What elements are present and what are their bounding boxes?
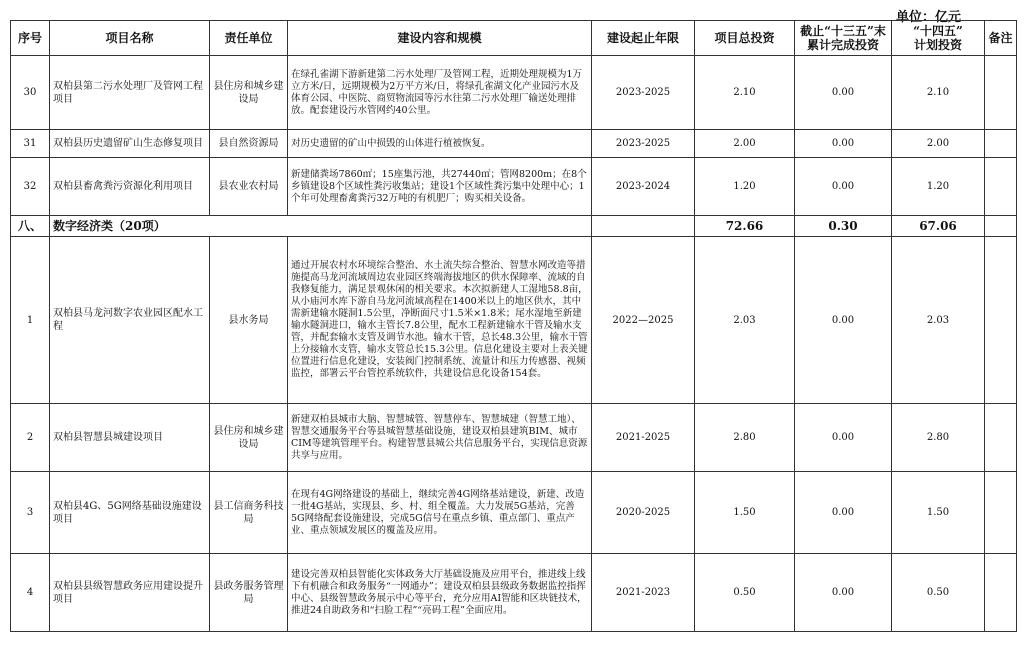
- cell-total: 2.80: [695, 404, 795, 472]
- section-name: 数字经济类（20项）: [50, 216, 592, 237]
- cell-total: 2.03: [695, 237, 795, 404]
- section-note: [985, 216, 1017, 237]
- cell-name: 双柏县4G、5G网络基础设施建设项目: [50, 472, 210, 554]
- cell-name: 双柏县第二污水处理厂及管网工程项目: [50, 56, 210, 130]
- unit-label: 单位：亿元: [896, 10, 962, 25]
- cell-seq: 3: [11, 472, 50, 554]
- cell-seq: 32: [11, 158, 50, 216]
- section-period: [592, 216, 695, 237]
- cell-period: 2021-2025: [592, 404, 695, 472]
- header-total: 项目总投资: [695, 21, 795, 56]
- cell-content: 在现有4G网络建设的基础上，继续完善4G网络基站建设，新建、改造一批4G基站，实现县、乡、村、组全覆盖。大力发展5G基站，完善5G网络配套设施建设，完成5G信号在重点乡镇、重点部门、重点产业、重点领域发展区的覆盖及应用。: [288, 472, 592, 554]
- cell-done: 0.00: [795, 472, 892, 554]
- cell-content: 对历史遗留的矿山中损毁的山体进行植被恢复。: [288, 130, 592, 158]
- cell-note: [985, 404, 1017, 472]
- header-plan: [892, 21, 985, 56]
- cell-content: 通过开展农村水环境综合整治、水土流失综合整治、智慧水网改造等措施提高马龙河流域周边农业园区终端海拔地区的供水保障率、流域的自我修复能力，满足景观休闲的相关要求。本次拟新建人工湿地58.8亩，从小庙河水库下游自马龙河流域高程在1400米以上的地区供水，其中需新建输水隧洞1.5公里，净断面尺寸1.5米×1.8米；尾水湿地至新建输水隧洞进口，输水主管长7.8公里，配水工程新建输水干管及输水支管，并配套输水支管及调节水池。输水干管，总长48.3公里，输水干管上分接输水支管，输水支管总长15.3公里。信息化建设主要对上表关键位置进行信息化建设，安装阀门控制系统、流量计和压力传感器、视频监控，部署云平台管控系统软件，共建设信息化设备154套。: [288, 237, 592, 404]
- cell-plan: 2.80: [892, 404, 985, 472]
- cell-done: 0.00: [795, 554, 892, 632]
- cell-unit: 县住房和城乡建设局: [210, 56, 288, 130]
- cell-content: 新建储粪场7860㎡；15座集污池，共27440㎡；管网8200m；在8个乡镇建设8个区域性粪污收集站；建设1个区域性粪污集中处理中心；1个年可处理畜禽粪污32万吨的有机肥厂；购买相关设备。: [288, 158, 592, 216]
- cell-total: 1.50: [695, 472, 795, 554]
- header-note: 备注: [985, 21, 1017, 56]
- cell-total: 2.10: [695, 56, 795, 130]
- table-row: [11, 56, 1017, 130]
- cell-unit: 县农业农村局: [210, 158, 288, 216]
- cell-seq: 31: [11, 130, 50, 158]
- cell-plan: 2.03: [892, 237, 985, 404]
- header-period: 建设起止年限: [592, 21, 695, 56]
- cell-note: [985, 130, 1017, 158]
- section-row: [11, 216, 1017, 237]
- header-done: [795, 21, 892, 56]
- table-row: [11, 554, 1017, 632]
- section-done: 0.30: [795, 216, 892, 237]
- table-row: [11, 130, 1017, 158]
- section-seq: 八、: [11, 216, 50, 237]
- table-row: [11, 158, 1017, 216]
- table-row: [11, 237, 1017, 404]
- cell-period: 2022—2025: [592, 237, 695, 404]
- header-done-line2: 累计完成投资: [806, 38, 879, 52]
- cell-note: [985, 554, 1017, 632]
- table-row: [11, 404, 1017, 472]
- table-row: [11, 472, 1017, 554]
- cell-total: 1.20: [695, 158, 795, 216]
- cell-unit: 县住房和城乡建设局: [210, 404, 288, 472]
- cell-unit: 县政务服务管理局: [210, 554, 288, 632]
- cell-name: 双柏县畜禽粪污资源化利用项目: [50, 158, 210, 216]
- cell-content: 新建双柏县城市大脑、智慧城管、智慧停车、智慧城建（智慧工地）、智慧交通服务平台等县城智慧基础设施，建设双柏县建筑BIM、城市CIM等建筑管理平台。构建智慧县城公共信息服务平台，实现信息资源共享与应用。: [288, 404, 592, 472]
- header-unit: 责任单位: [210, 21, 288, 56]
- cell-unit: 县自然资源局: [210, 130, 288, 158]
- cell-done: 0.00: [795, 237, 892, 404]
- cell-plan: 2.10: [892, 56, 985, 130]
- header-plan-line2: 计划投资: [913, 38, 962, 52]
- cell-period: 2020-2025: [592, 472, 695, 554]
- cell-content: 建设完善双柏县智能化实体政务大厅基础设施及应用平台，推进线上线下有机融合和政务服务“一网通办”；建设双柏县县级政务数据监控指挥中心、县级智慧政务展示中心等平台，充分应用AI智能和区块链技术，推进24自助政务和“扫脸工程”“亮码工程”全面应用。: [288, 554, 592, 632]
- cell-name: 双柏县历史遗留矿山生态修复项目: [50, 130, 210, 158]
- cell-seq: 4: [11, 554, 50, 632]
- header-row: [11, 21, 1017, 56]
- header-done-line1: 截止“十三五”末: [800, 24, 886, 38]
- cell-unit: 县水务局: [210, 237, 288, 404]
- cell-plan: 1.20: [892, 158, 985, 216]
- header-name: 项目名称: [50, 21, 210, 56]
- cell-plan: 2.00: [892, 130, 985, 158]
- cell-note: [985, 56, 1017, 130]
- cell-content: 在绿孔雀湖下游新建第二污水处理厂及管网工程，近期处理规模为1万立方米/日，远期规模为2万平方米/日，将绿孔雀湖文化产业园污水及体育公园、中医院、商贸物流园等污水往第二污水处理厂输送处理排放。配套建设污水管网约40公里。: [288, 56, 592, 130]
- cell-plan: 0.50: [892, 554, 985, 632]
- header-content: 建设内容和规模: [288, 21, 592, 56]
- cell-seq: 1: [11, 237, 50, 404]
- cell-unit: 县工信商务科技局: [210, 472, 288, 554]
- section-total: 72.66: [695, 216, 795, 237]
- cell-note: [985, 158, 1017, 216]
- cell-seq: 2: [11, 404, 50, 472]
- cell-note: [985, 472, 1017, 554]
- cell-period: 2023-2025: [592, 56, 695, 130]
- header-plan-line1: “十四五”: [913, 24, 963, 38]
- cell-done: 0.00: [795, 56, 892, 130]
- header-seq: 序号: [11, 21, 50, 56]
- cell-done: 0.00: [795, 130, 892, 158]
- cell-period: 2021-2023: [592, 554, 695, 632]
- cell-done: 0.00: [795, 158, 892, 216]
- cell-total: 2.00: [695, 130, 795, 158]
- cell-name: 双柏县县级智慧政务应用建设提升项目: [50, 554, 210, 632]
- cell-name: 双柏县马龙河数字农业园区配水工程: [50, 237, 210, 404]
- cell-plan: 1.50: [892, 472, 985, 554]
- cell-seq: 30: [11, 56, 50, 130]
- section-plan: 67.06: [892, 216, 985, 237]
- project-table: [10, 20, 1017, 632]
- cell-done: 0.00: [795, 404, 892, 472]
- cell-period: 2023-2025: [592, 130, 695, 158]
- cell-period: 2023-2024: [592, 158, 695, 216]
- cell-name: 双柏县智慧县城建设项目: [50, 404, 210, 472]
- cell-note: [985, 237, 1017, 404]
- cell-total: 0.50: [695, 554, 795, 632]
